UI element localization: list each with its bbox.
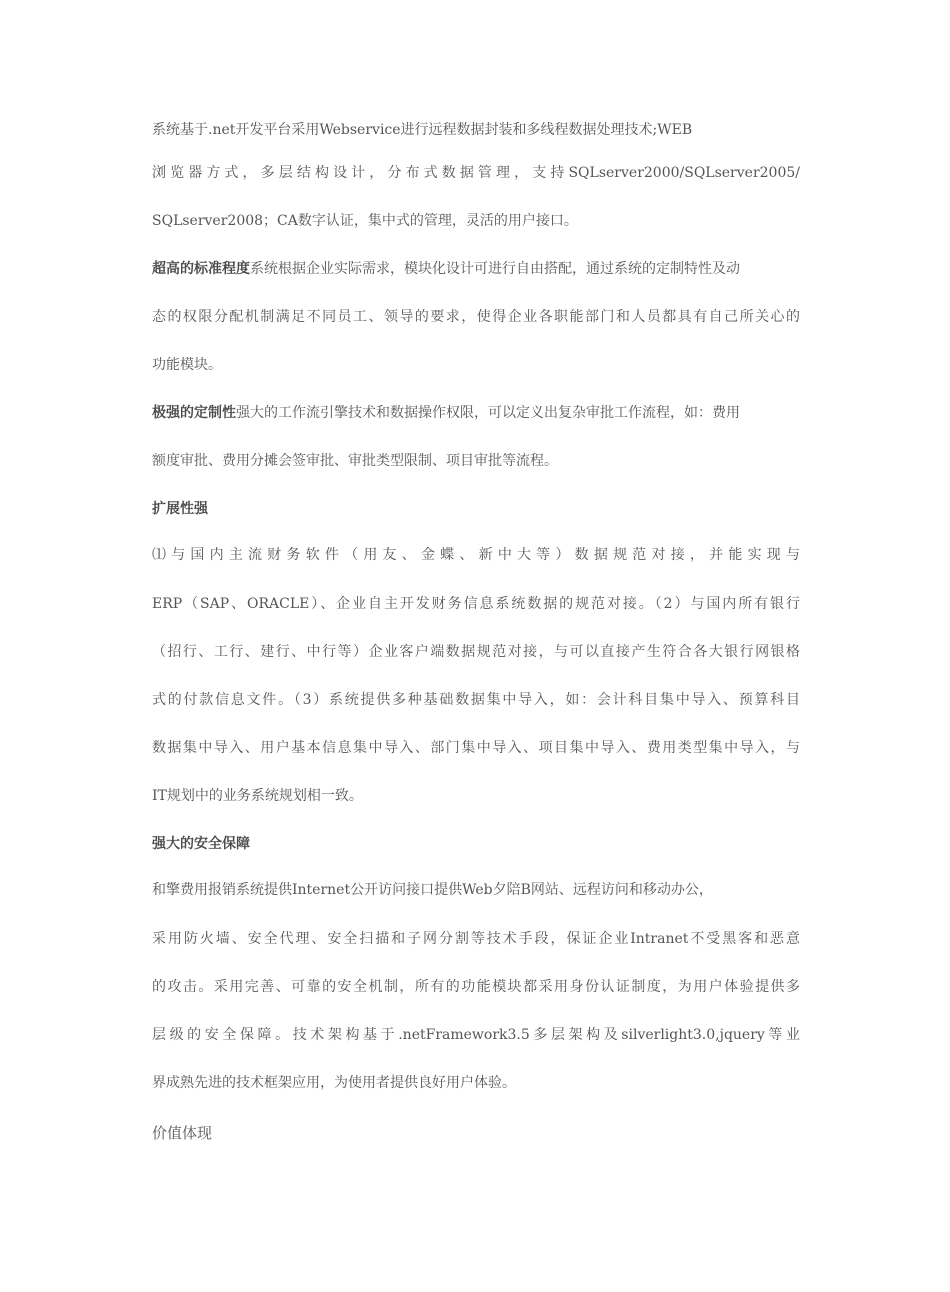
paragraph-4-line-1: ⑴ 与 国 内 主 流 财 务 软 件 （ 用 友 、 金 蝶 、 新 中 大 等 ） 数 据 规 范 对 接 ， 并 能 实 现 与 <box>152 547 800 563</box>
paragraph-4-line-6: IT规划中的业务系统规划相一致。 <box>152 788 363 804</box>
paragraph-5-line-3: 的攻击。采用完善、可靠的安全机制，所有的功能模块都采用身份认证制度，为用户体验提供多 <box>152 979 800 995</box>
section-heading-extensibility: 扩展性强 <box>152 501 208 517</box>
paragraph-5-line-1: 和擎费用报销系统提供Internet公开访问接口提供Web夕陪B网站、远程访问和移动办公， <box>152 882 713 898</box>
section-heading-customization: 极强的定制性 <box>152 405 236 421</box>
paragraph-2-line-1-text: 系统根据企业实际需求，模块化设计可进行自由搭配，通过系统的定制特性及动 <box>250 261 740 277</box>
paragraph-3-line-1-text: 强大的工作流引擎技术和数据操作权限，可以定义出复杂审批工作流程，如：费用 <box>236 405 740 421</box>
paragraph-2-line-2: 态的权限分配机制满足不同员工、领导的要求，使得企业各职能部门和人员都具有自己所关心的 <box>152 309 800 325</box>
paragraph-4-line-2: ERP（SAP、ORACLE）、企业自主开发财务信息系统数据的规范对接。（2）与国内所有银行 <box>152 596 800 612</box>
paragraph-5-line-2: 采用防火墙、安全代理、安全扫描和子网分割等技术手段，保证企业Intranet不受黑客和恶意 <box>152 931 800 947</box>
paragraph-4-line-4: 式的付款信息文件。（3）系统提供多种基础数据集中导入，如：会计科目集中导入、预算科目 <box>152 692 800 708</box>
section-heading-security: 强大的安全保障 <box>152 836 250 852</box>
paragraph-4-line-3: （招行、工行、建行、中行等）企业客户端数据规范对接，与可以直接产生符合各大银行网银格 <box>152 644 800 660</box>
paragraph-2-line-3: 功能模块。 <box>152 357 222 373</box>
paragraph-3-line-2: 额度审批、费用分摊会签审批、审批类型限制、项目审批等流程。 <box>152 453 558 469</box>
paragraph-1-line-3: SQLserver2008；CA数字认证，集中式的管理，灵活的用户接口。 <box>152 213 578 229</box>
paragraph-1-line-1: 系统基于.net开发平台采用Webservice进行远程数据封装和多线程数据处理技术;WEB <box>152 122 693 138</box>
paragraph-2-line-1 <box>152 259 740 279</box>
paragraph-4-line-5: 数据集中导入、用户基本信息集中导入、部门集中导入、项目集中导入、费用类型集中导入，与 <box>152 740 800 756</box>
section-heading-value: 价值体现 <box>152 1124 213 1142</box>
paragraph-3-line-1 <box>152 403 740 423</box>
paragraph-5-line-4: 层级的安全保障。技术架构基于.netFramework3.5多层架构及silverlight3.0,jquery等业 <box>152 1027 800 1043</box>
paragraph-5-line-5: 界成熟先进的技术框架应用，为使用者提供良好用户体验。 <box>152 1075 516 1091</box>
paragraph-1-line-2: 浏览器方式，多层结构设计，分布式数据管理，支持SQLserver2000/SQLserver2005/ <box>152 165 800 181</box>
section-heading-standard: 超高的标准程度 <box>152 261 250 277</box>
